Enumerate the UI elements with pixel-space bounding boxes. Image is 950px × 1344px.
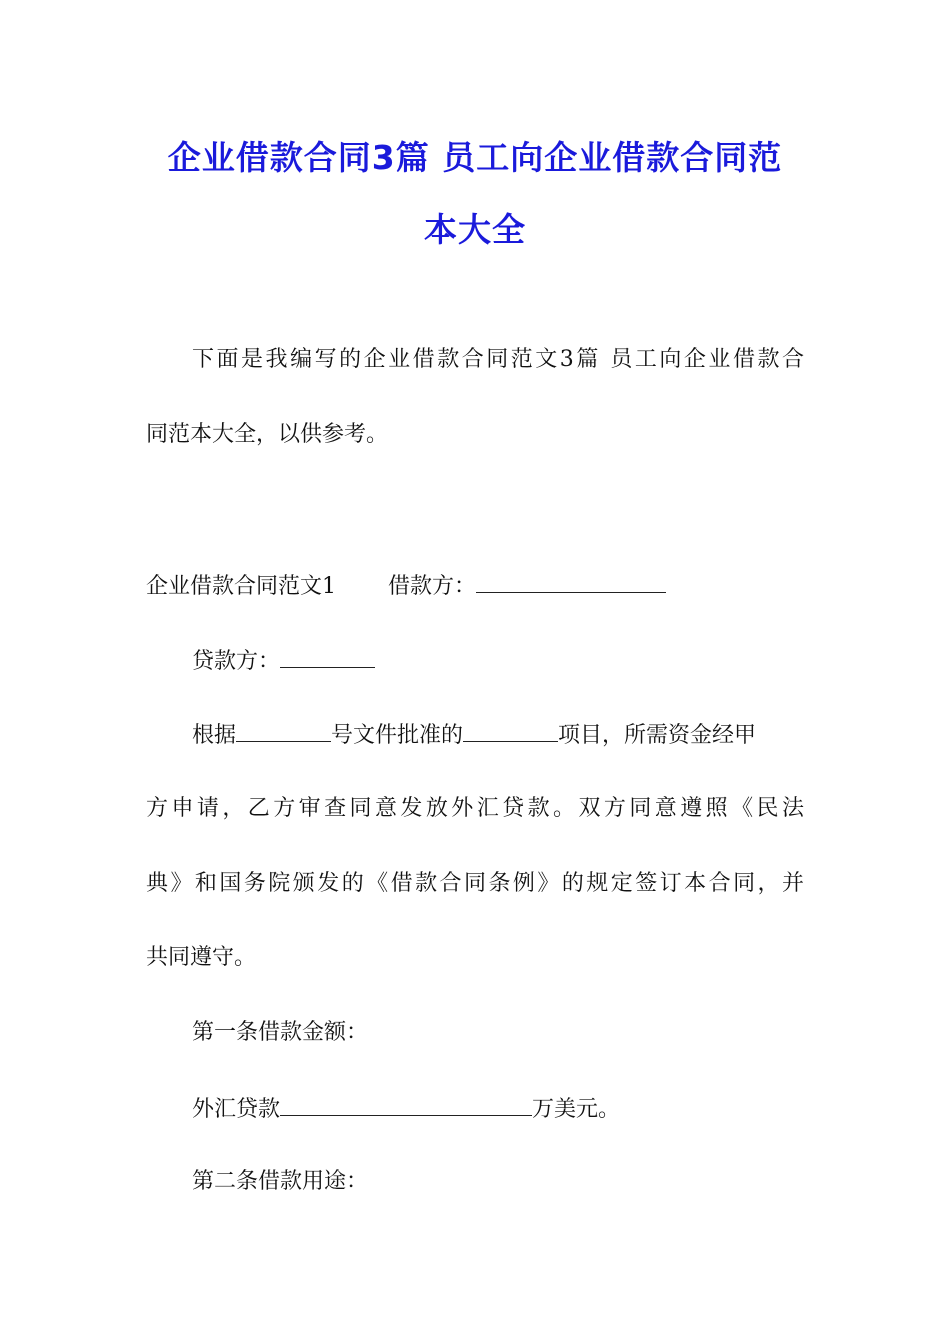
borrower-blank: [476, 570, 666, 593]
intro-line-1: 下面是我编写的企业借款合同范文3篇 员工向企业借款合: [192, 347, 804, 372]
section-1-heading: 企业借款合同范文1: [146, 574, 336, 599]
para-1-line-3: 典》和国务院颁发的《借款合同条例》的规定签订本合同，并: [146, 871, 804, 896]
document-title-line-1: 企业借款合同3篇 员工向企业借款合同范: [167, 138, 783, 177]
amount-row: [192, 1093, 620, 1125]
para-1-part-2: 号文件批准的: [331, 723, 464, 748]
document-title-line-2: 本大全: [424, 210, 526, 249]
para-1-part-3: 项目，所需资金经甲: [558, 723, 757, 748]
article-2-heading: 第二条借款用途：: [192, 1169, 369, 1194]
article-1-heading: 第一条借款金额：: [192, 1020, 369, 1045]
amount-suffix: 万美元。: [532, 1097, 621, 1122]
para-1-line-1: [192, 719, 804, 751]
amount-blank: [280, 1093, 532, 1116]
section-1-heading-row: [146, 570, 666, 602]
lender-blank: [280, 645, 375, 668]
lender-row: [192, 645, 375, 677]
para-1-part-1: 根据: [192, 723, 237, 748]
para-1-line-4: 共同遵守。: [146, 945, 257, 970]
amount-prefix: 外汇贷款: [192, 1097, 281, 1122]
intro-line-2: 同范本大全，以供参考。: [146, 422, 389, 447]
borrower-label: 借款方：: [388, 574, 477, 599]
document-number-blank: [236, 719, 331, 742]
project-blank: [463, 719, 558, 742]
para-1-line-2: 方申请，乙方审查同意发放外汇贷款。双方同意遵照《民法: [146, 796, 804, 821]
lender-label: 贷款方：: [192, 649, 281, 674]
